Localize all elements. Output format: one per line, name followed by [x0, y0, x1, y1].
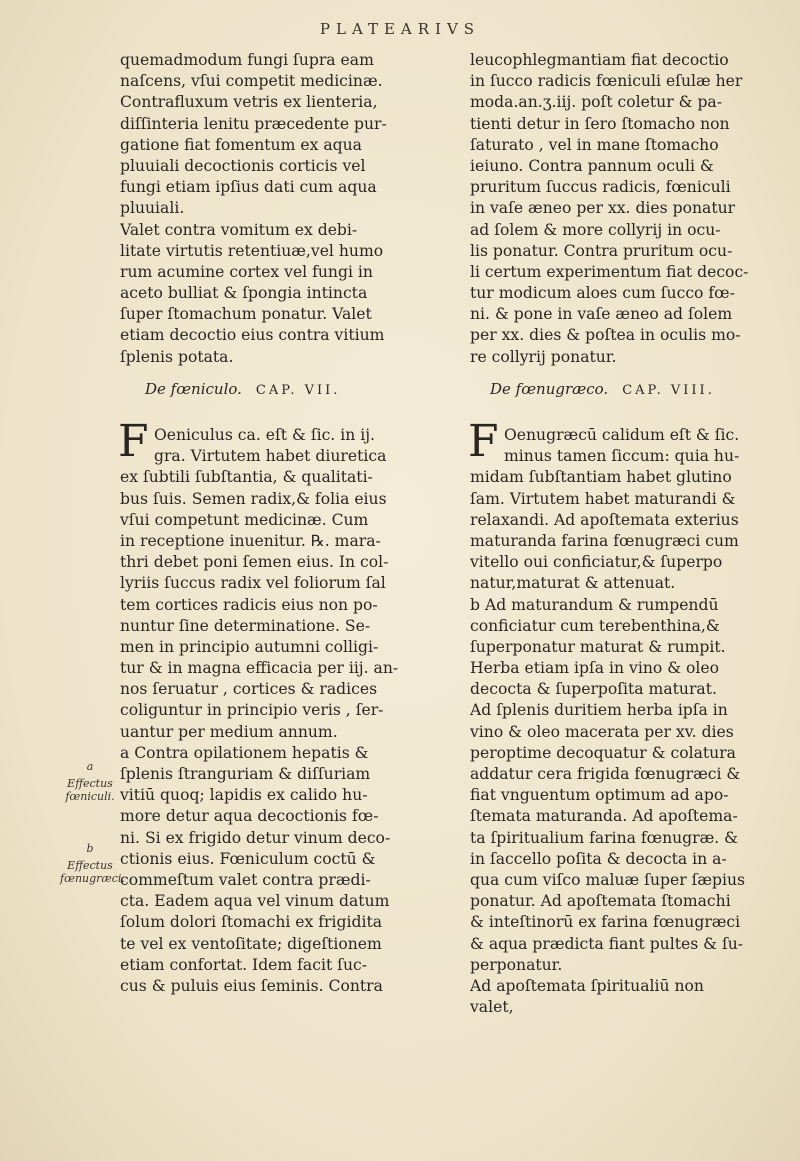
- text-line: quemadmodum fungi ſupra eam: [120, 51, 374, 69]
- text-line: a Contra opilationem hepatis &: [120, 743, 369, 762]
- text-line: perponatur.: [470, 955, 563, 974]
- text-line: ni. Si ex frigido detur vinum deco-: [120, 828, 391, 847]
- text-line: in vaſe æneo per xx. dies ponatur: [470, 199, 736, 218]
- text-line: decocta & ſuperpoſita maturat.: [470, 680, 717, 699]
- text-line: gra. Virtutem habet diuretica: [154, 447, 387, 466]
- text-line: tur & in magna efficacia per iij. an-: [120, 659, 399, 678]
- text-line: pluuiali.: [120, 199, 185, 218]
- text-line: relaxandi. Ad apoſtemata exterius: [470, 510, 739, 529]
- drop-initial-left: F: [118, 416, 149, 467]
- text-line: ſplenis ſtranguriam & diſſuriam: [120, 765, 371, 783]
- text-line: nos ſeruatur , cortices & radices: [120, 680, 378, 699]
- text-line: leucophlegmantiam fiat decoctio: [470, 51, 729, 69]
- text-line: Valet contra vomitum ex debi-: [120, 220, 358, 239]
- text-line: li certum experimentum fiat decoc-: [470, 262, 749, 281]
- text-line: natur,maturat & attenuat.: [470, 574, 676, 593]
- running-head: PLATEARIVS: [319, 20, 481, 38]
- text-line: valet,: [470, 998, 514, 1017]
- text-line: men in principio autumni colligi-: [120, 637, 379, 656]
- text-line: fiat vnguentum optimum ad apo-: [470, 786, 729, 805]
- chapter-title-right: De fœnugræco.: [490, 380, 609, 398]
- text-line: in receptione inuenitur. ℞. mara-: [120, 531, 381, 550]
- text-line: tem cortices radicis eius non po-: [120, 595, 378, 614]
- text-line: thri debet poni ſemen eius. In col-: [120, 553, 389, 572]
- text-line: vino & oleo macerata per xv. dies: [470, 722, 734, 741]
- chapter-heading-right: [490, 380, 715, 398]
- text-line: Oenugræcū calidum eſt & ſic.: [504, 426, 740, 444]
- text-line: rum acumine cortex vel fungi in: [120, 262, 373, 281]
- text-line: ſtemata maturanda. Ad apoſtema-: [470, 807, 738, 826]
- text-line: ſuperponatur maturat & rumpit.: [470, 637, 726, 656]
- right-column-body: [470, 425, 790, 1018]
- text-line: ex ſubtili ſubſtantia, & qualitati-: [120, 468, 373, 487]
- text-line: Oeniculus ca. eſt & ſic. in ij.: [154, 426, 375, 444]
- text-line: vſui competunt medicinæ. Cum: [120, 510, 369, 529]
- text-line: vitiū quoq; lapidis ex calido hu-: [120, 786, 368, 805]
- text-line: vitello oui conficiatur,& ſuperpo: [470, 553, 723, 572]
- chapter-title-left: De fœniculo.: [145, 380, 242, 398]
- text-line: tienti detur in ſero ſtomacho non: [470, 114, 730, 133]
- text-line: ni. & pone in vaſe æneo ad ſolem: [470, 305, 733, 324]
- text-line: re collyrij ponatur.: [470, 347, 617, 366]
- text-line: bus ſuis. Semen radix,& folia eius: [120, 489, 387, 508]
- right-column-top: [470, 50, 790, 368]
- drop-initial-right: F: [468, 416, 499, 467]
- margin-note-b-letter: b: [86, 842, 94, 855]
- text-line: ponatur. Ad apoſtemata ſtomachi: [470, 892, 731, 911]
- text-line: per xx. dies & poſtea in oculis mo-: [470, 326, 741, 345]
- text-line: peroptime decoquatur & colatura: [470, 743, 736, 762]
- text-line: naſcens, vſui competit medicinæ.: [120, 72, 383, 91]
- margin-note-b: [60, 842, 125, 885]
- text-line: qua cum viſco maluæ ſuper ſæpius: [470, 870, 746, 889]
- text-line: uantur per medium annum.: [120, 722, 338, 741]
- text-line: commeſtum valet contra prædi-: [120, 870, 371, 889]
- text-line: maturanda farina fœnugræci cum: [470, 531, 739, 550]
- text-line: in ſucco radicis fœniculi eſulæ her: [470, 72, 743, 91]
- text-line: lyriis ſuccus radix vel foliorum ſal: [120, 574, 386, 593]
- text-line: ta ſpiritualium farina fœnugræ. &: [470, 828, 739, 847]
- text-line: lis ponatur. Contra pruritum ocu-: [470, 241, 733, 260]
- text-line: fungi etiam ipſius dati cum aqua: [120, 178, 377, 197]
- text-line: ctionis eius. Fœniculum coctū &: [120, 849, 376, 868]
- text-line: aceto bulliat & ſpongia intincta: [120, 284, 368, 303]
- text-line: ſaturato , vel in mane ſtomacho: [470, 135, 719, 154]
- margin-note-a: [60, 760, 120, 803]
- text-line: diſſinteria lenitu præcedente pur-: [120, 114, 387, 133]
- text-line: cus & puluis eius ſeminis. Contra: [120, 976, 383, 995]
- text-line: b Ad maturandum & rumpendū: [470, 595, 719, 614]
- margin-note-a-letter: a: [86, 760, 94, 773]
- text-line: Ad apoſtemata ſpiritualiū non: [470, 976, 704, 995]
- text-line: cta. Eadem aqua vel vinum datum: [120, 892, 390, 911]
- text-line: tur modicum aloes cum ſucco fœ-: [470, 284, 735, 303]
- text-line: coliguntur in principio veris , ſer-: [120, 701, 384, 720]
- text-line: ſuper ſtomachum ponatur. Valet: [120, 305, 372, 324]
- text-line: litate virtutis retentiuæ,vel humo: [120, 241, 384, 260]
- text-line: ſplenis potata.: [120, 347, 234, 366]
- text-line: addatur cera frigida fœnugræci &: [470, 765, 741, 783]
- margin-note-b-text: Effectus fœnugræci.: [60, 859, 125, 885]
- text-line: te vel ex ventoſitate; digeſtionem: [120, 934, 382, 953]
- text-line: in ſaccello poſita & decocta in a-: [470, 849, 727, 868]
- text-line: ſam. Virtutem habet maturandi &: [470, 489, 736, 508]
- text-line: moda.an.ʒ.iij. poſt coletur & pa-: [470, 93, 722, 112]
- text-line: & inteſtinorū ex farina fœnugræci: [470, 913, 741, 932]
- text-line: conficiatur cum terebenthina,&: [470, 616, 720, 635]
- text-line: & aqua prædicta fiant pultes & ſu-: [470, 934, 744, 953]
- text-line: etiam confortat. Idem facit ſuc-: [120, 955, 367, 974]
- text-line: ſolum dolori ſtomachi ex frigidita: [120, 913, 383, 932]
- text-line: minus tamen ſiccum: quia hu-: [504, 447, 740, 466]
- text-line: etiam decoctio eius contra vitium: [120, 326, 385, 345]
- chapter-number-left: CAP. VII.: [255, 383, 341, 398]
- text-line: gatione fiat fomentum ex aqua: [120, 135, 362, 154]
- text-line: ad ſolem & more collyrij in ocu-: [470, 220, 721, 239]
- text-line: Ad ſplenis duritiem herba ipſa in: [470, 701, 728, 720]
- text-line: Contrafluxum vetris ex lienteria,: [120, 93, 378, 112]
- left-column-top: [120, 50, 450, 368]
- text-line: pruritum ſuccus radicis, fœniculi: [470, 178, 731, 197]
- chapter-heading-left: [145, 380, 340, 398]
- margin-note-a-text: Effectus fœniculi.: [65, 777, 115, 803]
- text-line: Herba etiam ipſa in vino & oleo: [470, 659, 720, 678]
- chapter-number-right: CAP. VIII.: [622, 383, 715, 398]
- left-column-body: [120, 425, 450, 997]
- text-line: midam ſubſtantiam habet glutino: [470, 468, 732, 487]
- text-line: nuntur ſine determinatione. Se-: [120, 616, 371, 635]
- text-line: pluuiali decoctionis corticis vel: [120, 156, 366, 175]
- text-line: more detur aqua decoctionis fœ-: [120, 807, 379, 826]
- text-line: ieiuno. Contra pannum oculi &: [470, 156, 714, 175]
